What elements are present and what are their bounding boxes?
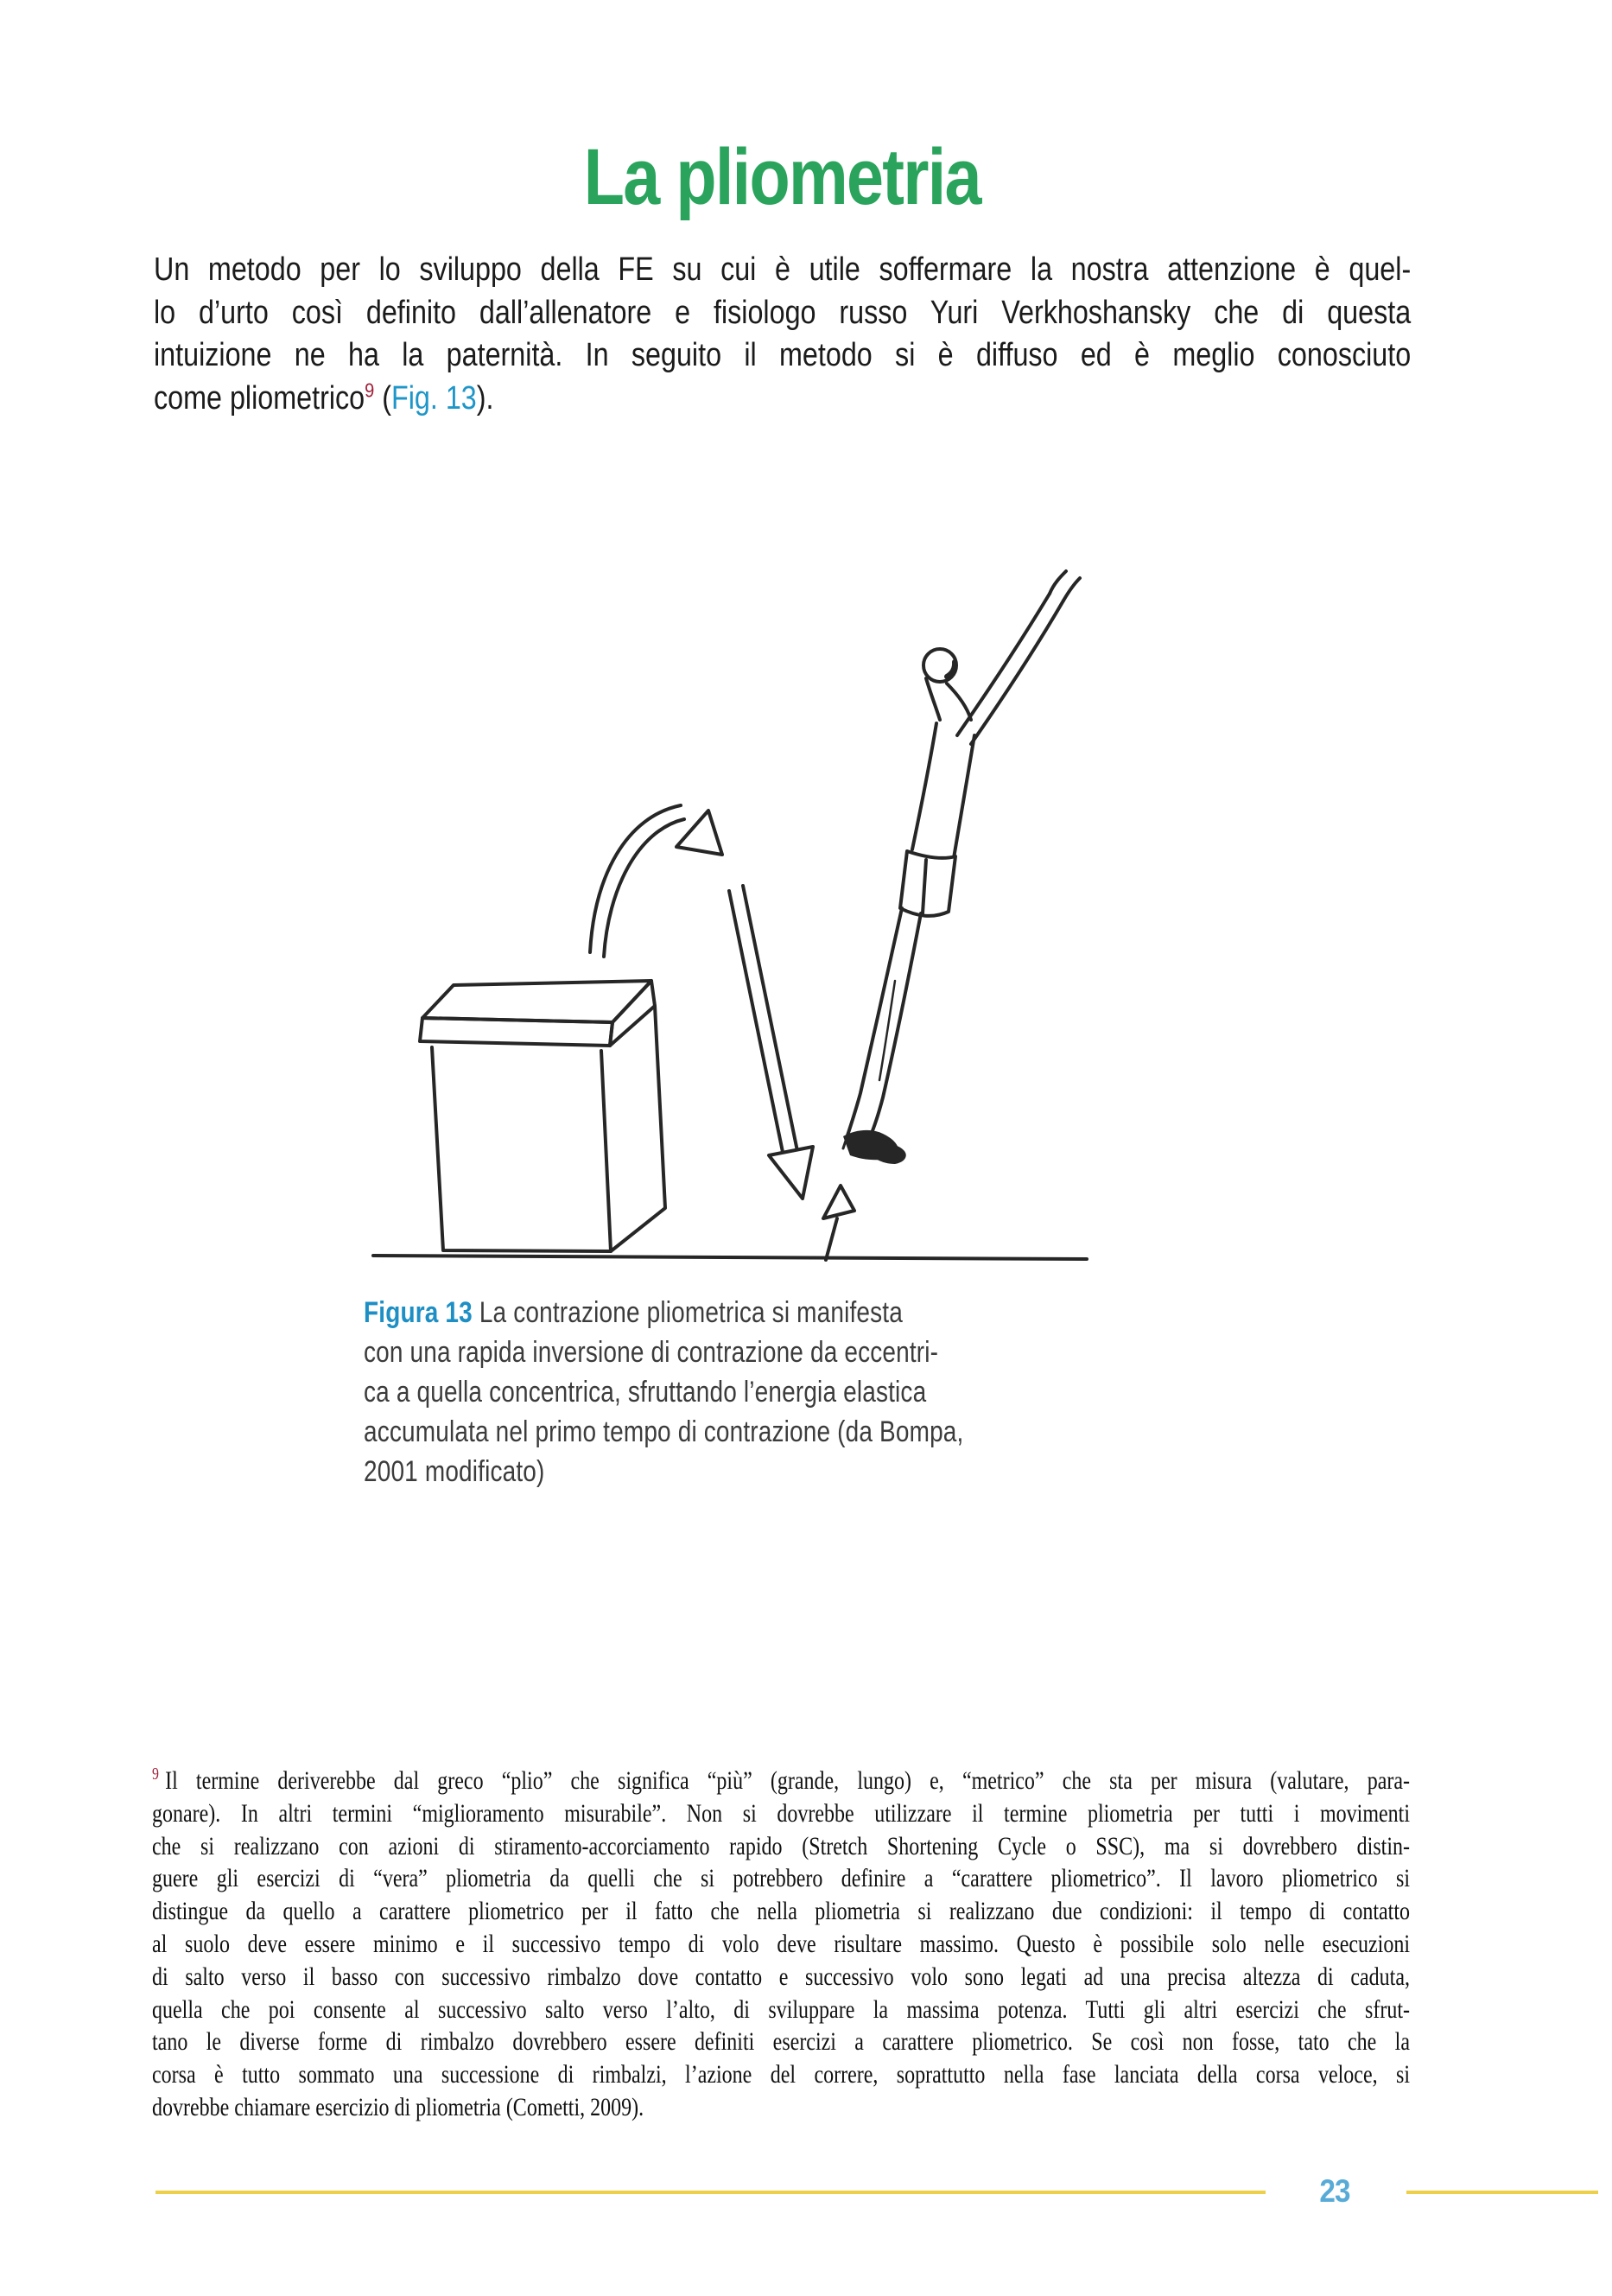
footnote-9 xyxy=(152,1765,1410,2124)
footnote-line: dovrebbe chiamare esercizio di pliometria (Cometti, 2009). xyxy=(152,2092,644,2121)
plyometric-jump-drawing xyxy=(363,531,1114,1275)
page-title: La pliometria xyxy=(583,133,981,221)
figure-caption xyxy=(364,1293,1018,1491)
footnote-line: di salto verso il basso con successivo rimbalzo dove contatto e successivo volo sono legati ad una precisa altezza di caduta, xyxy=(152,1962,1410,1991)
footnote-reference-mark: 9 xyxy=(365,378,375,401)
intro-line: Un metodo per lo sviluppo della FE su cui è utile soffermare la nostra attenzione è quel- xyxy=(154,251,1412,288)
rebound-arrow-icon xyxy=(823,1186,854,1260)
drop-arrow-icon xyxy=(729,886,813,1199)
figure-reference-link[interactable]: Fig. 13 xyxy=(391,379,477,417)
caption-line: accumulata nel primo tempo di contrazione (da Bompa, xyxy=(364,1415,964,1448)
footnote-marker: 9 xyxy=(152,1765,159,1784)
caption-line: ca a quella concentrica, sfruttando l’energia elastica xyxy=(364,1376,927,1409)
footnote-line: che si realizzano con azioni di stiramento-accorciamento rapido (Stretch Shortening Cycle o SSC), ma si dovrebbero distin- xyxy=(152,1831,1410,1860)
footnote-line: quella che poi consente al successivo salto verso l’alto, di sviluppare la massima potenza. Tutti gli altri esercizi che sfrut- xyxy=(152,1994,1410,2024)
caption-line: 2001 modificato) xyxy=(364,1455,545,1488)
footnote-line: $^9$ Il termine deriverebbe dal greco “plio” che significa “più” (grande, lungo) e, “metrico” che sta per misura (valutare, para- xyxy=(152,1765,1410,1795)
footer-rule-left xyxy=(155,2191,1266,2194)
footnote-line: al suolo deve essere minimo e il successivo tempo di volo deve risultare massimo. Questo è possibile solo nelle esecuzioni xyxy=(152,1929,1410,1958)
intro-line: come pliometrico$^9$ (Fig. 13). xyxy=(154,378,494,417)
footnote-line: tano le diverse forme di rimbalzo dovrebbero essere definiti esercizi a carattere pliometrico. Se così non fosse, tato che la xyxy=(152,2027,1410,2057)
athlete-figure xyxy=(843,571,1080,1164)
plyo-box xyxy=(420,981,665,1251)
ground-line xyxy=(373,1256,1087,1259)
figure-caption-label: Figura 13 xyxy=(364,1296,473,1329)
footnote-line: gonare). In altri termini “miglioramento misurabile”. Non si dovrebbe utilizzare il termine pliometria per tutti i movimenti xyxy=(152,1798,1410,1828)
intro-line: intuizione ne ha la paternità. In seguito il metodo si è diffuso ed è meglio conosciuto xyxy=(154,337,1412,373)
page-number: 23 xyxy=(1319,2173,1350,2209)
intro-line: lo d’urto così definito dall’allenatore e fisiologo russo Yuri Verkhoshansky che di questa xyxy=(154,294,1412,331)
caption-line: Figura 13 La contrazione pliometrica si manifesta xyxy=(364,1296,903,1329)
figure-13-illustration xyxy=(363,531,1114,1275)
footnote-line: distingue da quello a carattere pliometrico per il fatto che nella pliometria si realizzano due condizioni: il tempo di contatto xyxy=(152,1897,1410,1926)
intro-paragraph xyxy=(154,249,1411,420)
jump-arc-arrow-icon xyxy=(590,805,722,957)
footer-rule-right xyxy=(1406,2191,1598,2194)
caption-line: con una rapida inversione di contrazione da eccentri- xyxy=(364,1336,939,1369)
footnote-line: guere gli esercizi di “vera” pliometria da quelli che si potrebbero definire a “carattere pliometrico”. Il lavoro pliometrico si xyxy=(152,1864,1410,1893)
footnote-line: corsa è tutto sommato una successione di rimbalzi, l’azione del correre, soprattutto nella fase lanciata della corsa veloce, si xyxy=(152,2060,1410,2089)
